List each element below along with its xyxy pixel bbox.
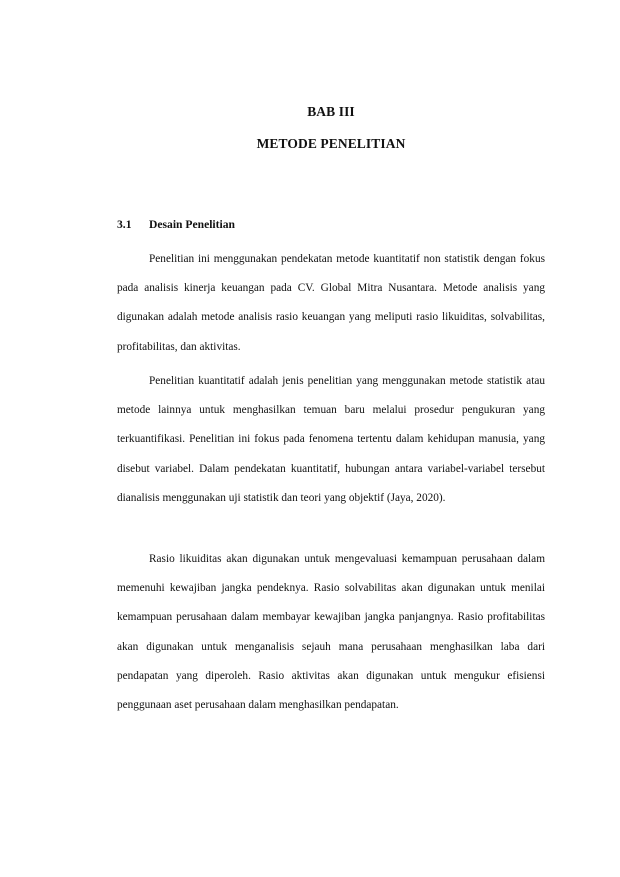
paragraph-research-approach: Penelitian ini menggunakan pendekatan metode kuantitatif non statistik dengan fokus pada analisis kinerja keuangan pada CV. Global Mitra Nusantara. Metode analisis yang digunakan adalah metode analisis rasio keuangan yang meliputi rasio likuiditas, solvabilitas, profitabilitas, dan aktivitas. bbox=[117, 253, 545, 353]
section-number: 3.1 bbox=[117, 218, 132, 231]
chapter-title: METODE PENELITIAN bbox=[256, 136, 406, 151]
paragraph-ratio-usage: Rasio likuiditas akan digunakan untuk mengevaluasi kemampuan perusahaan dalam memenuhi kewajiban jangka pendeknya. Rasio solvabilitas akan digunakan untuk menilai kemampuan perusahaan dalam membayar kewajiban jangka panjangnya. Rasio profitabilitas akan digunakan untuk menganalisis sejauh mana perusahaan menghasilkan laba dari pendapatan yang diperoleh. Rasio aktivitas akan digunakan untuk mengukur efisiensi penggunaan aset perusahaan dalam menghasilkan pendapatan. bbox=[117, 553, 545, 712]
paragraph-quantitative-definition: Penelitian kuantitatif adalah jenis penelitian yang menggunakan metode statistik atau metode lainnya untuk menghasilkan temuan baru melalui prosedur pengukuran yang terkuantifikasi. Penelitian ini fokus pada fenomena tertentu dalam kehidupan manusia, yang disebut variabel. Dalam pendekatan kuantitatif, hubungan antara variabel-variabel tersebut dianalisis menggunakan uji statistik dan teori yang objektif (Jaya, 2020). bbox=[117, 375, 545, 504]
section-heading bbox=[117, 218, 235, 231]
section-title: Desain Penelitian bbox=[149, 218, 235, 231]
chapter-label: BAB III bbox=[307, 104, 355, 119]
